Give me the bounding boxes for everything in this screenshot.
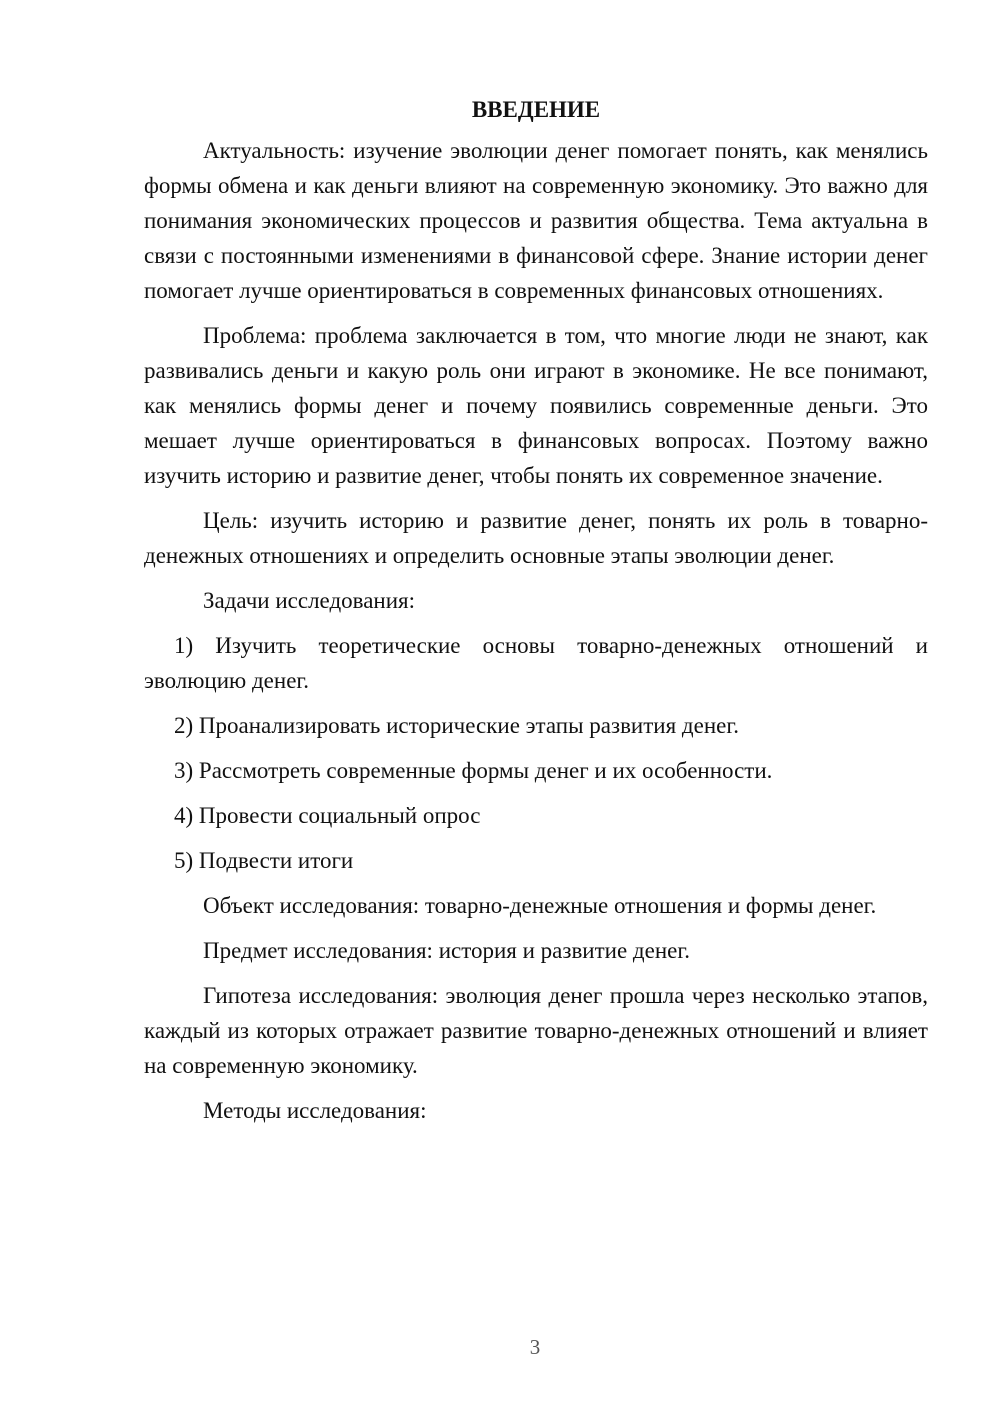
paragraph-goal: Цель: изучить историю и развитие денег, понять их роль в товарно-денежных отношениях и определить основные этапы эволюции денег. bbox=[144, 508, 928, 568]
page-content bbox=[144, 92, 928, 1138]
paragraph-relevance: Актуальность: изучение эволюции денег помогает понять, как менялись формы обмена и как деньги влияют на современную экономику. Это важно для понимания экономических процессов и развития общества. Тема актуальна в связи с постоянными изменениями в финансовой сфере. Знание истории денег помогает лучше ориентироваться в современных финансовых отношениях. bbox=[144, 138, 928, 303]
task-item: 2) Проанализировать исторические этапы развития денег. bbox=[174, 713, 739, 738]
task-item: 4) Провести социальный опрос bbox=[174, 803, 481, 828]
section-title: ВВЕДЕНИЕ bbox=[471, 97, 601, 122]
task-item: 3) Рассмотреть современные формы денег и их особенности. bbox=[174, 758, 773, 783]
paragraph-problem: Проблема: проблема заключается в том, что многие люди не знают, как развивались деньги и какую роль они играют в экономике. Не все понимают, как менялись формы денег и почему появились современные деньги. Это мешает лучше ориентироваться в финансовых вопросах. Поэтому важно изучить историю и развитие денег, чтобы понять их современное значение. bbox=[144, 323, 928, 488]
paragraph-subject: Предмет исследования: история и развитие денег. bbox=[203, 938, 690, 963]
paragraph-tasks-heading: Задачи исследования: bbox=[203, 588, 416, 613]
paragraph-methods: Методы исследования: bbox=[203, 1098, 427, 1123]
task-item: 1) Изучить теоретические основы товарно-денежных отношений и эволюцию денег. bbox=[144, 633, 928, 693]
page-number: 3 bbox=[529, 1335, 541, 1359]
paragraph-hypothesis: Гипотеза исследования: эволюция денег прошла через несколько этапов, каждый из которых отражает развитие товарно-денежных отношений и влияет на современную экономику. bbox=[144, 983, 928, 1078]
paragraph-object: Объект исследования: товарно-денежные отношения и формы денег. bbox=[203, 893, 877, 918]
task-item: 5) Подвести итоги bbox=[174, 848, 354, 873]
